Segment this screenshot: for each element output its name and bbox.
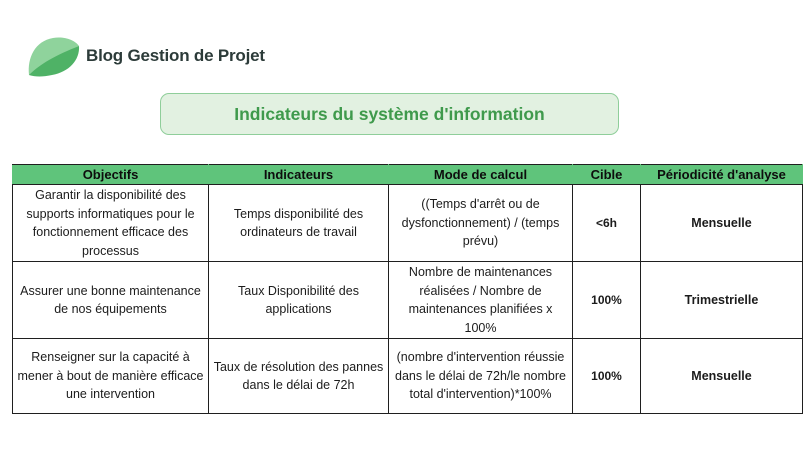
objectif-cell: Garantir la disponibilité des supports informatiques pour le fonctionnement efficace des processus: [13, 185, 209, 262]
mode-de-calcul-cell: Nombre de maintenances réalisées / Nombre de maintenances planifiées x 100%: [389, 262, 573, 339]
column-header-periodicite: Périodicité d'analyse: [641, 165, 803, 185]
table-row: [13, 339, 803, 414]
mode-de-calcul-cell: ((Temps d'arrêt ou de dysfonctionnement) / (temps prévu): [389, 185, 573, 262]
indicators-table: [12, 164, 803, 414]
objectif-cell: Renseigner sur la capacité à mener à bout de manière efficace une intervention: [13, 339, 209, 414]
table-row: [13, 185, 803, 262]
column-header-mode-de-calcul: Mode de calcul: [389, 165, 573, 185]
brand-name: Blog Gestion de Projet: [86, 46, 265, 65]
cible-cell: 100%: [573, 262, 641, 339]
title-banner: [160, 93, 619, 135]
table-header-row: [13, 165, 803, 185]
indicateur-cell: Taux Disponibilité des applications: [209, 262, 389, 339]
periodicite-cell: Mensuelle: [641, 339, 803, 414]
mode-de-calcul-cell: (nombre d'intervention réussie dans le délai de 72h/le nombre total d'intervention)*100%: [389, 339, 573, 414]
indicateur-cell: Taux de résolution des pannes dans le délai de 72h: [209, 339, 389, 414]
objectif-cell: Assurer une bonne maintenance de nos équipements: [13, 262, 209, 339]
column-header-objectifs: Objectifs: [13, 165, 209, 185]
cible-cell: <6h: [573, 185, 641, 262]
column-header-indicateurs: Indicateurs: [209, 165, 389, 185]
column-header-cible: Cible: [573, 165, 641, 185]
periodicite-cell: Trimestrielle: [641, 262, 803, 339]
table-row: [13, 262, 803, 339]
indicateur-cell: Temps disponibilité des ordinateurs de travail: [209, 185, 389, 262]
page-title: Indicateurs du système d'information: [234, 103, 545, 124]
periodicite-cell: Mensuelle: [641, 185, 803, 262]
leaf-logo-icon: [26, 34, 82, 78]
brand[interactable]: [26, 34, 265, 78]
cible-cell: 100%: [573, 339, 641, 414]
